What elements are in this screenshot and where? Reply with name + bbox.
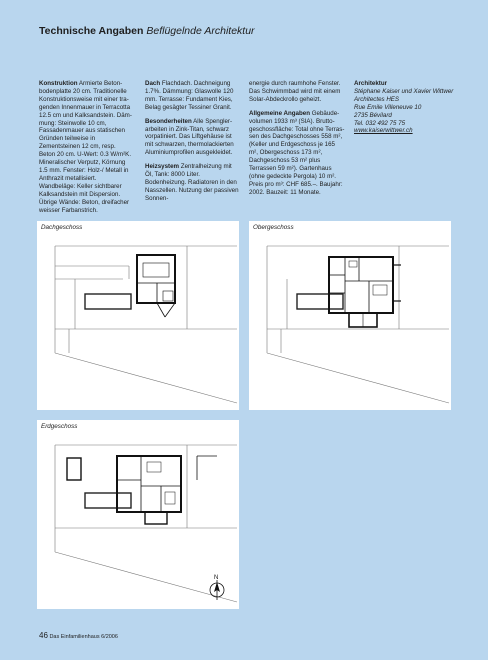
architect-phone: Tel. 032 492 75 75 — [354, 119, 406, 127]
text-column-3 — [249, 80, 345, 203]
architect-website-link[interactable]: www.kaiserwittwer.ch — [354, 127, 413, 135]
paragraph-besonderheiten — [145, 118, 239, 158]
floor-plan-erdgeschoss — [37, 420, 239, 609]
north-label: N — [214, 575, 219, 581]
heading-dach: Dach — [145, 80, 161, 87]
text-column-4 — [354, 80, 454, 135]
architect-names: Stéphane Kaiser und Xavier Wittwer — [354, 87, 454, 95]
text-besonderheiten: Alle Spenglerarbeiten in Zink-Titan, schwarz vorpatiniert. Das Liftgehäuse ist mit schwarzen, thermolackierten Aluminiumprofilen ausgekleidet. — [145, 117, 234, 157]
heading-architektur: Architektur — [354, 80, 388, 87]
architect-street: Rue Emile Villeneuve 10 — [354, 103, 422, 111]
plan-panel-erdgeschoss — [37, 420, 239, 609]
heading-konstruktion: Konstruktion — [39, 80, 78, 87]
paragraph-dach — [145, 80, 239, 112]
floor-plan-obergeschoss — [249, 221, 451, 410]
text-column-2 — [145, 80, 239, 209]
plan-label-erdgeschoss: Erdgeschoss — [41, 423, 78, 430]
title-italic: Beflügelnde Architektur — [146, 25, 255, 37]
text-column-1 — [39, 80, 133, 220]
text-allgemeine: Gebäudevolumen 1933 m³ (SIA). Bruttogeschossfläche: Total ohne Terrassen des Dachgeschosses 558 m², (Keller und Erdgeschoss je 165 m², Obergeschoss 173 m², Dachgeschoss 53 m² plus Terrassen 59 m²). Gartenhaus (ohne gedeckte Pergola) 10 m². Preis pro m³: CHF 685.–. Baujahr: 2002. Bauzeit: 11 Monate. — [249, 109, 345, 196]
north-arrow-icon — [210, 580, 224, 600]
text-konstruktion: Armierte Betonbodenplatte 20 cm. Traditionelle Konstruktionsweise mit einer tragenden Innenmauer in Terracotta 12.5 cm und Kalksandstein. Dämmung: Steinwolle 10 cm, Fassadenmauer aus statischen Gründen teilweise in Zementsteinen 12 cm, resp. Beton 20 cm. U-Wert: 0.3 W/m²K. Mineralischer Verputz, Körnung 1.5 mm. Fenster: Holz-/ Metall in Anthrazit metallisiert. Wandbeläge: Keller sichtbarer Kalksandstein mit Dispersion. Übrige Wände: Beton, dreifacher weisser Farbanstrich. — [39, 80, 132, 214]
page-title — [39, 25, 255, 37]
text-dach: Flachdach. Dachneigung 1.7%. Dämmung: Glaswolle 120 mm. Terrasse: Fundament Kies, Belag gesägter Tessiner Granit. — [145, 80, 234, 111]
architect-city: 2735 Bévilard — [354, 111, 392, 119]
plan-panel-dachgeschoss — [37, 221, 239, 410]
heading-besonderheiten: Besonderheiten — [145, 117, 192, 125]
plan-panel-obergeschoss — [249, 221, 451, 410]
title-bold: Technische Angaben — [39, 25, 144, 37]
paragraph-konstruktion — [39, 80, 133, 214]
paragraph-heizsystem — [145, 163, 239, 203]
text-heizsystem: Zentralheizung mit Öl, Tank: 8000 Liter. Bodenheizung. Radiatoren in den Nasszellen. Nutzung der passiven Sonnen- — [145, 163, 239, 202]
paragraph-allgemeine — [249, 110, 345, 197]
paragraph-energie — [249, 80, 345, 104]
floor-plan-dachgeschoss — [37, 221, 239, 410]
magazine-name: Das Einfamilienhaus 6/2006 — [49, 634, 118, 640]
heading-heizsystem: Heizsystem — [145, 163, 180, 171]
text-energie: energie durch raumhohe Fenster. Das Schwimmbad wird mit einem Solar-Abdeckrollo geheizt. — [249, 80, 341, 103]
page-footer — [39, 631, 118, 640]
architect-title: Architectes HES — [354, 95, 400, 103]
page-number: 46 — [39, 631, 48, 640]
plan-label-obergeschoss: Obergeschoss — [253, 224, 294, 231]
heading-allgemeine: Allgemeine Angaben — [249, 109, 310, 117]
plan-label-dachgeschoss: Dachgeschoss — [41, 224, 83, 231]
